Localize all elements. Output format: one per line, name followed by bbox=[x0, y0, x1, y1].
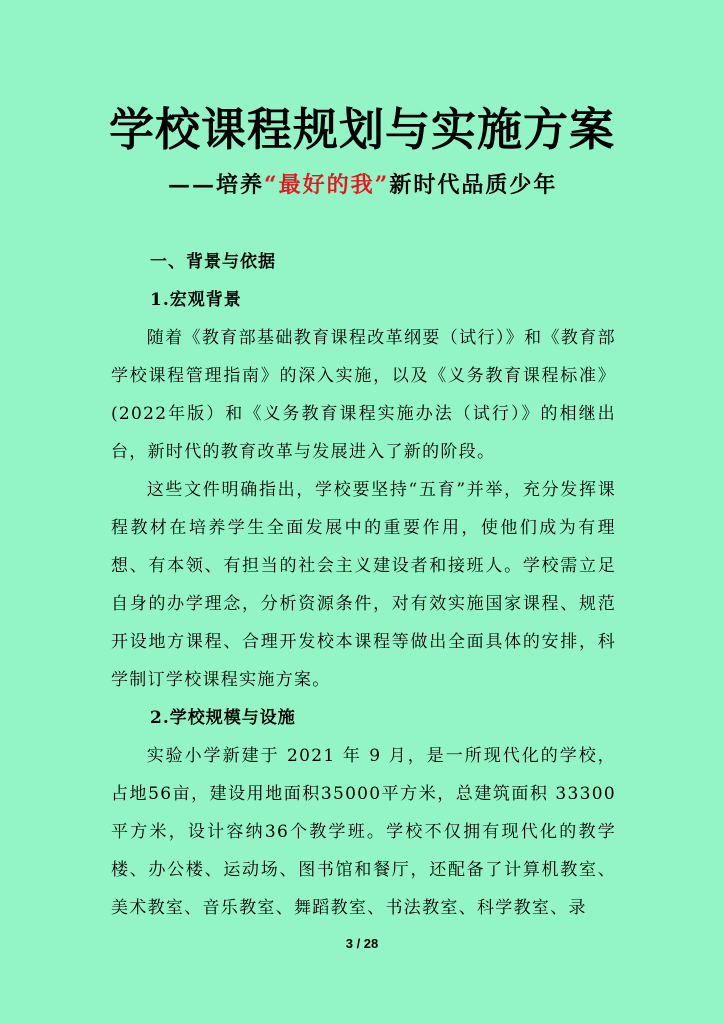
page-subtitle bbox=[168, 168, 557, 202]
paragraph-macro-background-2: 这些文件明确指出，学校要坚持“五育”并举，充分发挥课程教材在培养学生全面发展中的重要作用，使他们成为有理想、有本领、有担当的社会主义建设者和接班人。学校需立足自身的办学理念，分析资源条件，对有效实施国家课程、规范开设地方课程、合理开发校本课程等做出全面具体的安排，科学制订学校课程实施方案。 bbox=[111, 480, 616, 690]
paragraph-school-scale-1: 实验小学新建于 2021 年 9 月，是一所现代化的学校，占地56亩，建设用地面积35000平方米，总建筑面积 33300平方米，设计容纳36个教学班。学校不仅拥有现代化的教学楼、办公楼、运动场、图书馆和餐厅，还配备了计算机教室、美术教室、音乐教室、舞蹈教室、书法教室、科学教室、录 bbox=[111, 746, 616, 918]
section-heading-background: 一、背景与依据 bbox=[150, 252, 276, 272]
subsection-heading-macro-background: 1.宏观背景 bbox=[150, 290, 242, 310]
subtitle-highlight: “最好的我” bbox=[264, 172, 390, 198]
page-number: 3 / 28 bbox=[345, 936, 379, 951]
subsection-heading-school-scale: 2.学校规模与设施 bbox=[150, 708, 296, 728]
page-title: 学校课程规划与实施方案 bbox=[108, 103, 615, 156]
paragraph-macro-background-1: 随着《教育部基础教育课程改革纲要（试行）》和《教育部学校课程管理指南》的深入实施，以及《义务教育课程标准》(2022年版）和《义务教育课程实施办法（试行）》的相继出台，新时代的教育改革与发展进入了新的阶段。 bbox=[111, 328, 616, 462]
subtitle-prefix: ——培养 bbox=[168, 172, 265, 198]
subtitle-suffix: 新时代品质少年 bbox=[389, 172, 558, 198]
